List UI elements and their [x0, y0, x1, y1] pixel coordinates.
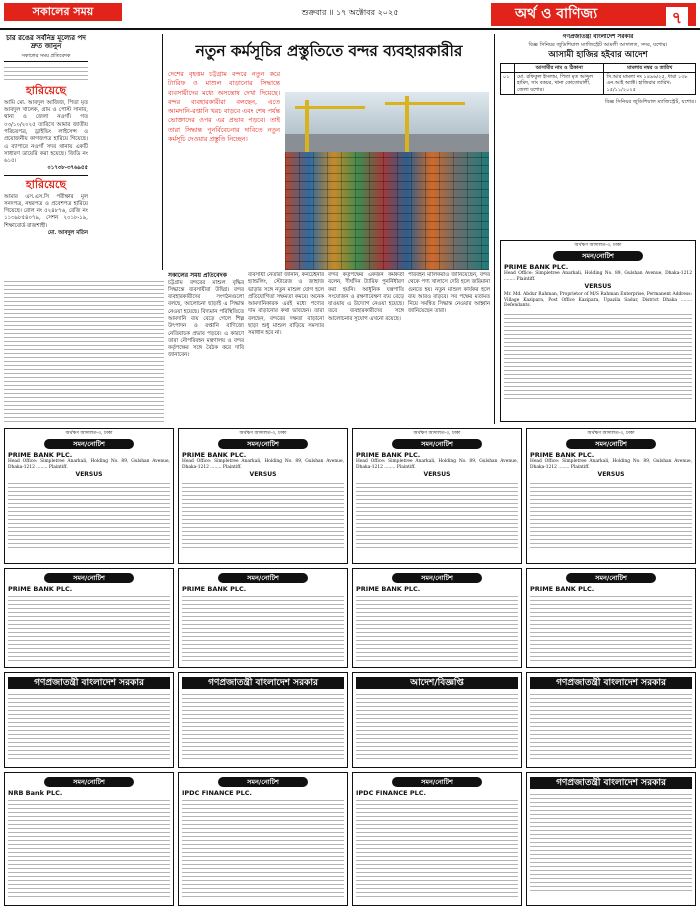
notice-kind: সমন/নোটিশ — [218, 439, 308, 449]
bank-name: PRIME BANK PLC. — [8, 450, 73, 459]
order-title: আদেশ/বিজ্ঞপ্তি — [356, 677, 518, 689]
bank-sub: Head Office: Simpletree Anarkali, Holding No. 89, Gulshan Avenue, Dhaka-1212 ........ Plaintiff. — [504, 270, 692, 282]
notice-kind: সমন/নোটিশ — [218, 573, 308, 583]
page-number: ৭ — [666, 7, 688, 28]
notice-kind: সমন/নোটিশ — [392, 573, 482, 583]
bank-name: PRIME BANK PLC. — [504, 262, 569, 271]
notice-kind: সমন/নোটিশ — [44, 777, 134, 787]
bank-sub: Head Office: Simpletree Anarkali, Holding No. 89, Gulshan Avenue, Dhaka-1212 ........ Plaintiff. — [8, 458, 170, 470]
story-headline: নতুন কর্মসূচির প্রস্তুতিতে বন্দর ব্যবহারকারীর — [195, 42, 463, 60]
story-col-3 — [328, 272, 404, 422]
story-body-2: ব্যবসায়ী নেতারা জানান, কনটেইনার হ্যান্ডলিং, স্টোরেজ ও জাহাজ ভাড়ার সঙ্গে নতুন মাশুল যোগ হলে প্রতিযোগিতা সক্ষমতা কমবে। অনেক আমদানিকারক এরই মধ্যে পণ্যের দাম বাড়ানোর কথা ভাবছেন। তারা বলছেন, বন্দরের দক্ষতা বাড়ানো ছাড়া শুধু মাশুল বাড়িয়ে সমস্যার সমাধান হবে না। — [248, 272, 324, 337]
bank-name: PRIME BANK PLC. — [182, 450, 247, 459]
bank-name: PRIME BANK PLC. — [8, 585, 73, 593]
notice-box-c — [352, 428, 522, 564]
nrb-bank: NRB Bank PLC. — [8, 789, 63, 797]
court-name: বিজ্ঞ সিনিয়র জুডিশিয়াল ম্যাজিস্ট্রেট আমলী আদালত, সদর, যশোর। — [528, 41, 668, 48]
port-container-photo — [285, 92, 489, 270]
notice-kind: সমন/নোটিশ — [218, 777, 308, 787]
gov-notice-bottom-right — [526, 772, 696, 906]
col-accused: আসামীর নাম ও ঠিকানা — [515, 63, 604, 72]
ad-title: চার রঙের সর্বনিম্ন মূল্যের পদ দ্রুত জানুন — [6, 34, 86, 51]
story-body-3: বন্দর কর্তৃপক্ষের একজন কর্মকর্তা বলেন, দীর্ঘদিন ট্যারিফ পুনর্নির্ধারণ করা হয়নি। আধুনিক যন্ত্রপাতি সংযোজন ও রক্ষণাবেক্ষণ ব্যয় বেড়ে যাওয়ায় এ উদ্যোগ নেওয়া হয়েছে। তবে ব্যবহারকারীদের সঙ্গে আলোচনার সুযোগ এখনো রয়েছে। — [328, 272, 404, 322]
row-name: মো. রফিকুল ইসলাম, পিতা মৃত আব্দুল হামিদ, সাং বকচর, থানা কোতোয়ালী, জেলা যশোর। — [515, 73, 604, 95]
ad-sub: সকালের সময় প্রতিবেদক — [21, 52, 71, 59]
section-title — [491, 3, 696, 26]
gov-notice-right — [526, 672, 696, 768]
notice-kind: সমন/নোটিশ — [553, 251, 643, 261]
story-quote: দেশের বৃহত্তম চট্টগ্রাম বন্দরে নতুন করে ট্যারিফ ও মাশুল বাড়ানোর সিদ্ধান্তে ব্যবসায়ীদের মধ্যে অসন্তোষ দেখা দিয়েছে। বন্দর ব্যবহারকারীরা বলছেন, এতে আমদানি-রপ্তানি খরচ বাড়বে এবং শেষ পর্যন্ত ভোক্তাদের ওপর এর প্রভাব পড়বে। তাই তারা সিদ্ধান্ত পুনর্বিবেচনার দাবিতে নতুন কর্মসূচি দেওয়ার প্রস্তুতি নিচ্ছেন। — [168, 70, 280, 143]
gov-title: গণপ্রজাতন্ত্রী বাংলাদেশ সরকার — [530, 677, 692, 689]
notice-kind: সমন/নোটিশ — [392, 439, 482, 449]
ipdc-bank: IPDC FINANCE PLC. — [356, 789, 426, 797]
bank-name: PRIME BANK PLC. — [182, 585, 247, 593]
bank-name: PRIME BANK PLC. — [356, 585, 421, 593]
gov-notice-left — [4, 672, 174, 768]
gov-title: গণপ্রজাতন্ত্রী বাংলাদেশ সরকার — [530, 777, 692, 789]
gov-title: গণপ্রজাতন্ত্রী বাংলাদেশ সরকার — [8, 677, 170, 689]
lost-notice-2-name: মো. আবদুল মতিন — [47, 229, 88, 236]
ipdc-bank: IPDC FINANCE PLC. — [182, 789, 252, 797]
section-label: অর্থ ও বাণিজ্য — [515, 6, 598, 22]
notice-box-f — [178, 568, 348, 668]
nrb-notice — [4, 772, 174, 906]
lost-notice-title: হারিয়েছে — [25, 84, 67, 98]
court-line: অর্থঋণ আদালত-৩, ঢাকা — [65, 431, 113, 436]
notice-box-h — [526, 568, 696, 668]
story-col-2 — [248, 272, 324, 422]
order-notice — [352, 672, 522, 768]
notice-kind: সমন/নোটিশ — [44, 573, 134, 583]
notice-box-b — [178, 428, 348, 564]
signer: বিজ্ঞ সিনিয়র জুডিশিয়াল ম্যাজিস্ট্রেট, যশোর। — [604, 98, 696, 105]
versus-label: VERSUS — [75, 471, 103, 479]
bank-sub: Head Office: Simpletree Anarkali, Holding No. 89, Gulshan Avenue, Dhaka-1212 ........ Plaintiff. — [182, 458, 344, 470]
col-case: মামলার নম্বর ও তারিখ — [604, 63, 696, 72]
left-column — [4, 34, 88, 274]
versus-label: VERSUS — [249, 471, 277, 479]
lost-notice-2-body: আমার এস.এস.সি পরীক্ষার মূল সনদপত্র, নম্বরপত্র ও প্রবেশপত্র হারিয়ে গিয়েছে। রোল নং ৫২৪৮৭৬, রেজি নং ১১৩৯৮৫৪০৭৯, সেশন ২০১৮-১৯, শিক্ষাবোর্ড রাজশাহী। — [4, 193, 88, 229]
notice-kind: সমন/নোটিশ — [44, 439, 134, 449]
gov-text: গণপ্রজাতন্ত্রী বাংলাদেশ সরকার — [562, 34, 634, 40]
bank-sub: Head Office: Simpletree Anarkali, Holding No. 89, Gulshan Avenue, Dhaka-1212 ........ Plaintiff. — [530, 458, 692, 470]
court-line: অর্থঋণ আদালত-৩, ঢাকা — [574, 243, 622, 248]
defendant-text: Mr. Md. Abdur Rahman, Proprietor of M/S Rahman Enterprise, Permanent Address: Village Kazipara, Post Office Kazipara, Upazila Sadar, District Dhaka ........ Defendants. — [504, 291, 692, 309]
notice-kind: সমন/নোটিশ — [566, 439, 656, 449]
gov-notice-mid — [178, 672, 348, 768]
notice-title: আসামী হাজির হইবার আদেশ — [548, 50, 648, 61]
ad-text-block — [4, 64, 88, 82]
ipdc-notice-1 — [178, 772, 348, 906]
lost-notice-phone: ০১৭৩৮-৩৭৬৯৫৫ — [47, 165, 88, 172]
story-body-4: পরিবহন মালিকরাও জানিয়েছেন, বন্দর থেকে পণ্য খালাসে দেরি হলে জরিমানা গুনতে হয়। নতুন মাশুল কার্যকর হলে ব্যয় আরও বাড়বে। সব পক্ষের মতামত নিয়ে সমন্বিত সিদ্ধান্ত নেওয়ার আহ্বান জানিয়েছেন তারা। — [408, 272, 490, 315]
court-line: অর্থঋণ আদালত-৩, ঢাকা — [587, 431, 635, 436]
story-col-4 — [408, 272, 490, 422]
bank-sub: Head Office: Simpletree Anarkali, Holding No. 89, Gulshan Avenue, Dhaka-1212 ........ Plaintiff. — [356, 458, 518, 470]
left-lower — [4, 278, 164, 422]
ipdc-notice-2 — [352, 772, 522, 906]
versus-label: VERSUS — [597, 471, 625, 479]
notice-kind: সমন/নোটিশ — [392, 777, 482, 787]
story-col-1 — [168, 272, 244, 422]
notice-box-right-1 — [500, 240, 696, 422]
bank-name: PRIME BANK PLC. — [530, 585, 595, 593]
bank-name: PRIME BANK PLC. — [356, 450, 421, 459]
lost-notice-body: আমি মো. আবদুল আজিজ, পিতা মৃত আবদুল খালেক, গ্রাম ও পোস্ট সানার, থানা ও জেলা নওগাঁ। গত ০৩/১০/২০২৫ তারিখে আমার জাতীয় পরিচয়পত্র, ড্রাইভিং লাইসেন্স ও প্রয়োজনীয় কাগজপত্র হারিয়ে গিয়েছে। এ ব্যাপারে নওগাঁ সদর থানায় একটি সাধারণ ডায়েরি করা হয়েছে। জিডি নং ৬১৫। — [4, 99, 88, 165]
versus-label: VERSUS — [423, 471, 451, 479]
row-case: সি.আর মামলা নং ১৪৯৬/২৫, ধারা ১৩৮ এন.আই অ্যাক্ট। হাজিরার তারিখ: ১৫/১১/২০২৫ — [604, 73, 696, 95]
issue-date: শুক্রবার ॥ ১৭ অক্টোবর ২০২৫ — [301, 8, 399, 17]
gov-line — [500, 34, 696, 42]
lost-notice-2-title: হারিয়েছে — [25, 177, 67, 191]
right-court-notice — [500, 34, 696, 234]
notice-box-d — [526, 428, 696, 564]
bank-name: PRIME BANK PLC. — [530, 450, 595, 459]
court-line: অর্থঋণ আদালত-৩, ঢাকা — [239, 431, 287, 436]
masthead — [0, 0, 700, 30]
notice-kind: সমন/নোটিশ — [566, 573, 656, 583]
story-body-1: চট্টগ্রাম বন্দরের মাশুল বৃদ্ধির সিদ্ধান্তে ব্যবসায়ীরা উদ্বিগ্ন। বন্দর ব্যবহারকারীদের সংগঠনগুলো বলছে, আলোচনা ছাড়াই এ সিদ্ধান্ত নেওয়া হয়েছে। বিদ্যমান পরিস্থিতিতে আমদানি ব্যয় বেড়ে গেলে শিল্প উৎপাদন ও রপ্তানি বাণিজ্যে নেতিবাচক প্রভাব পড়বে। এ কারণে তারা নৌপরিবহন মন্ত্রণালয় ও বন্দর কর্তৃপক্ষের সঙ্গে বৈঠক করে দাবি জানাবেন। — [168, 279, 244, 359]
brand-logo: সকালের সময় — [4, 3, 122, 21]
court-line: অর্থঋণ আদালত-৩, ঢাকা — [413, 431, 461, 436]
row-no: ০১ — [501, 73, 515, 95]
notice-box-g — [352, 568, 522, 668]
versus-label: VERSUS — [584, 283, 612, 291]
notice-box-a — [4, 428, 174, 564]
byline: সকালের সময় প্রতিবেদক — [168, 272, 227, 279]
accused-table — [500, 63, 696, 95]
gov-title: গণপ্রজাতন্ত্রী বাংলাদেশ সরকার — [182, 677, 344, 689]
notice-box-e — [4, 568, 174, 668]
